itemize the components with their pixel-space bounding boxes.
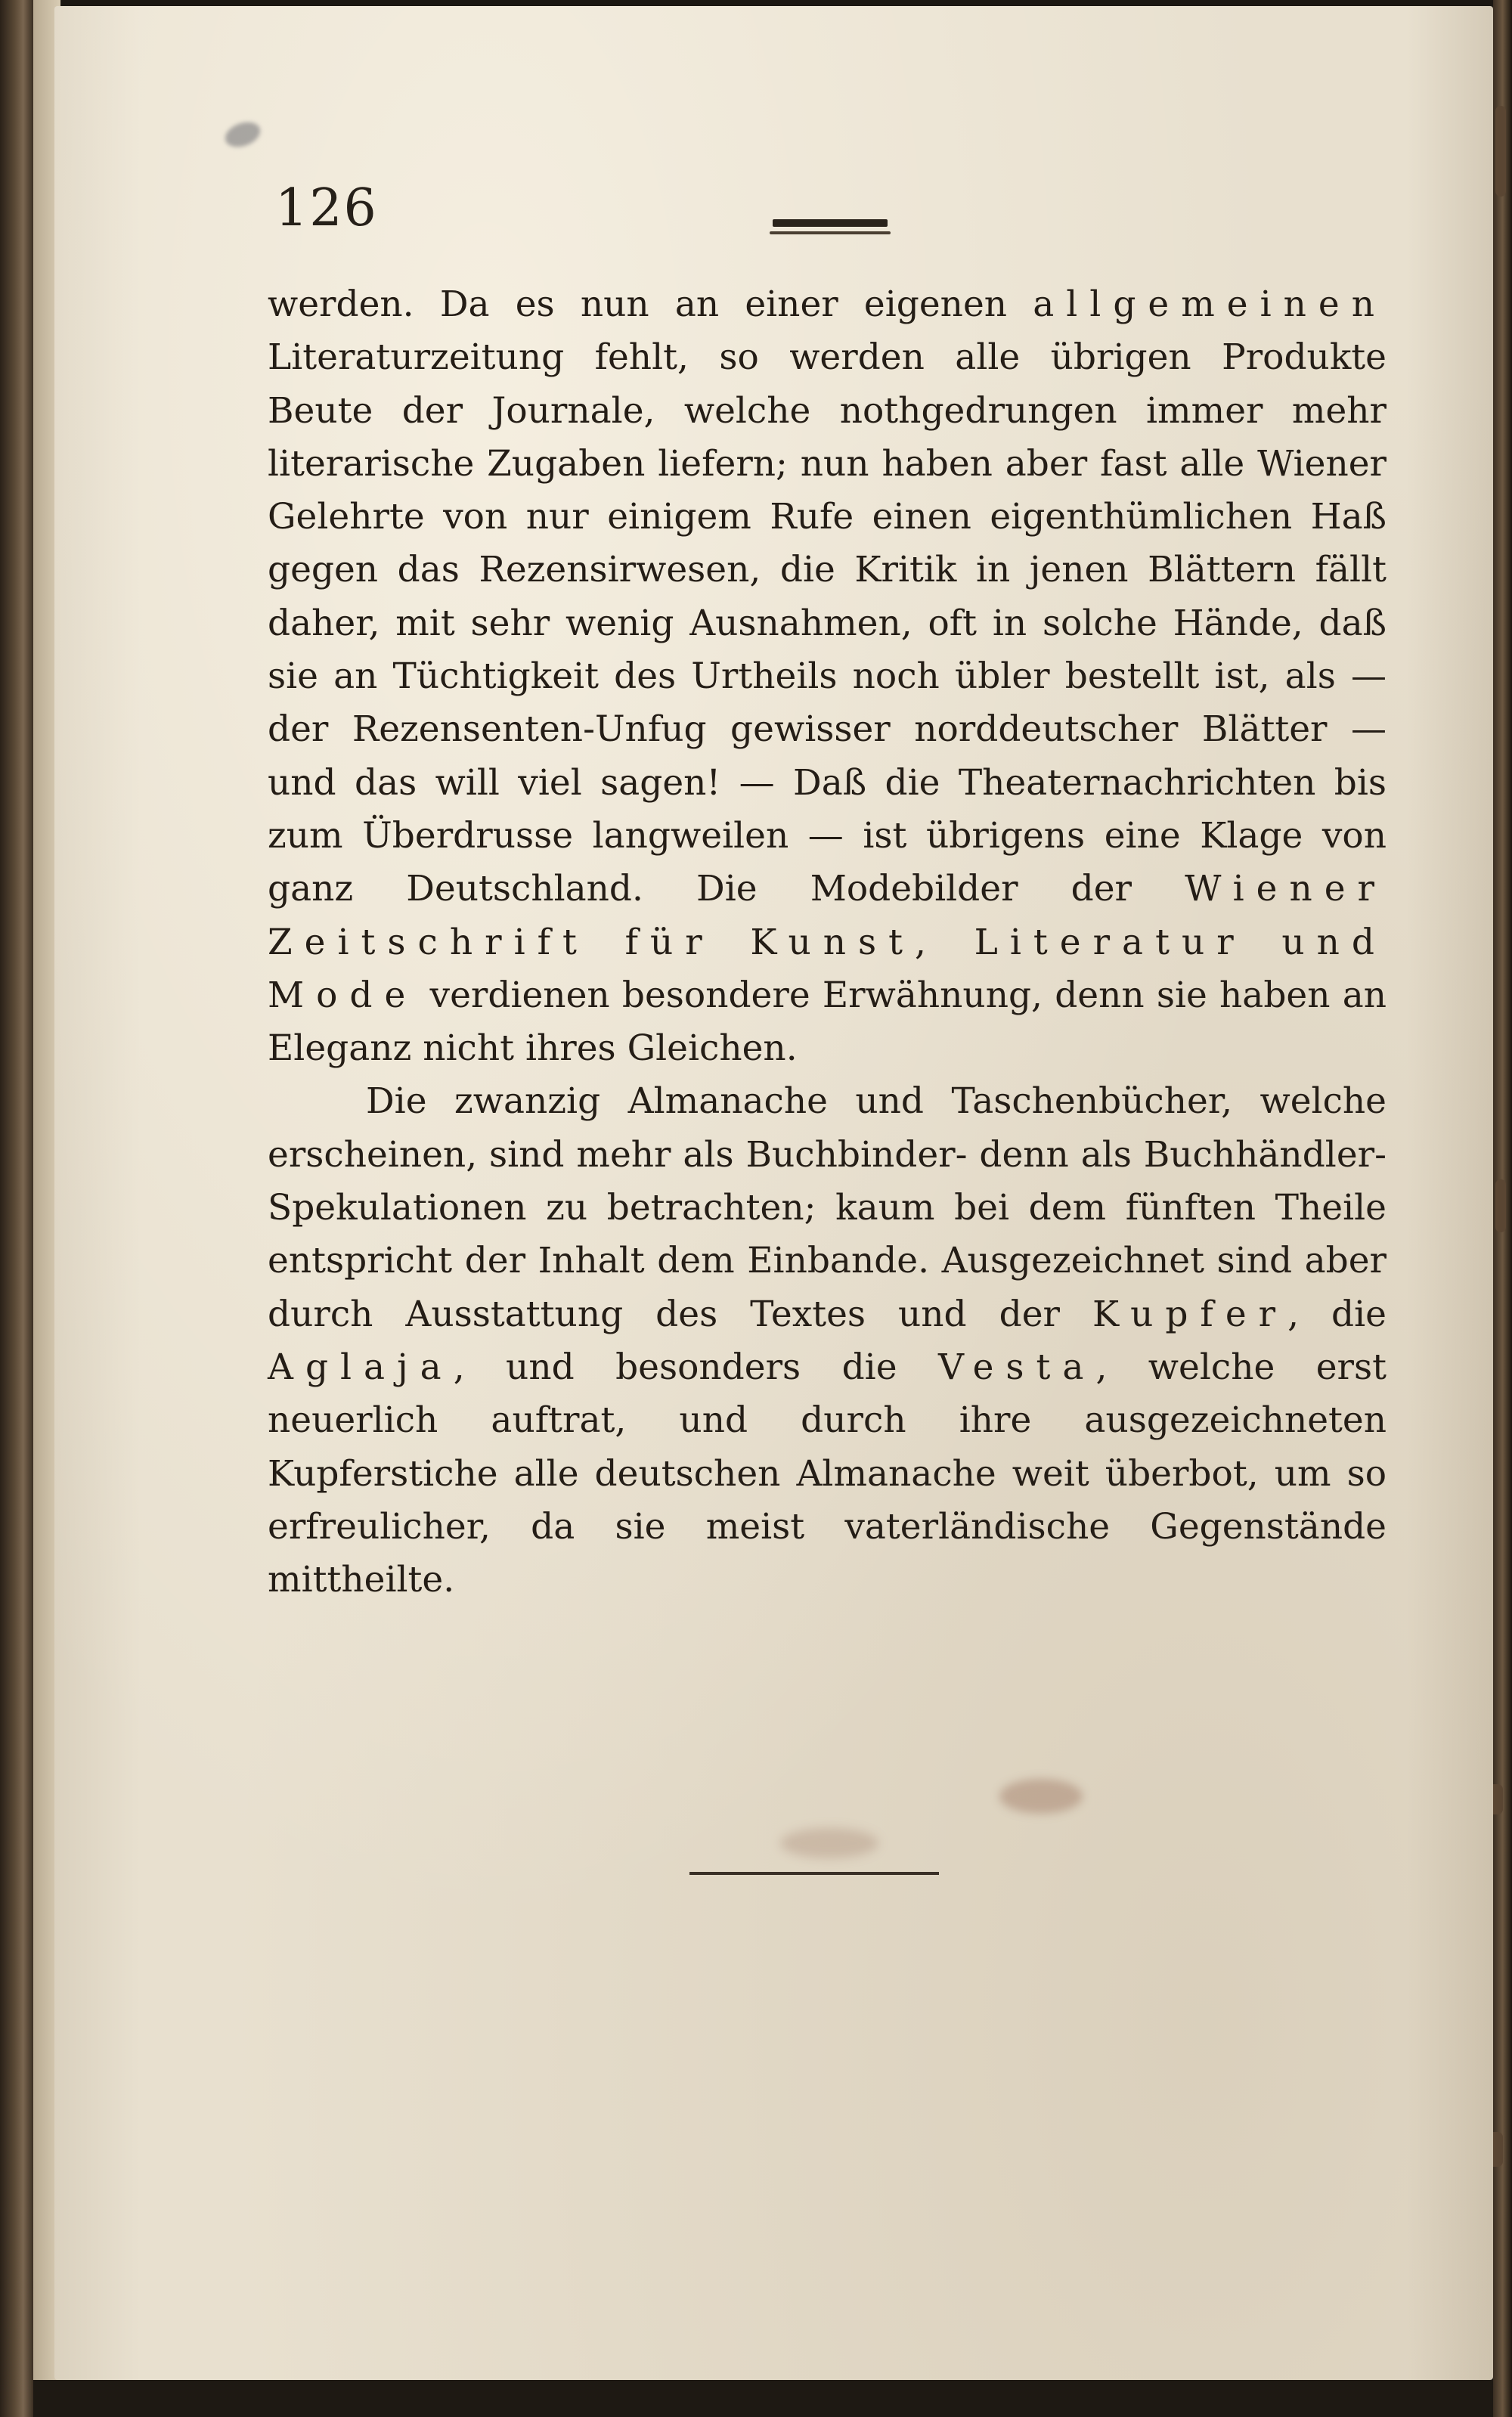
text-run: , und besonders die xyxy=(453,1346,938,1388)
spaced-text: Aglaja xyxy=(268,1346,454,1388)
text-run: werden. Da es nun an einer eigenen xyxy=(268,284,1033,325)
header-rule xyxy=(773,219,888,227)
bottom-shadow xyxy=(33,2380,1493,2417)
spaced-text: Vesta xyxy=(937,1346,1096,1388)
text-run: , die xyxy=(1287,1293,1387,1335)
book-binding-left xyxy=(0,0,33,2417)
paragraph xyxy=(268,278,1387,1075)
header-rule xyxy=(770,231,891,234)
text-run: Die zwanzig Almanache und Taschenbücher, welche erscheinen, sind mehr als Buchbinder- denn als Buchhändler-Spekulationen zu betrachten; kaum bei dem fünften Theile entspricht der Inhalt dem Einbande. Ausgezeichnet sind aber durch Ausstattung des Textes und der xyxy=(268,1080,1387,1335)
paragraph xyxy=(268,1075,1387,1607)
paper-stain xyxy=(222,118,263,152)
spaced-text: Kupfer xyxy=(1092,1293,1288,1335)
spaced-text: allgemeinen xyxy=(1033,284,1387,325)
binding-thread xyxy=(1495,106,1506,197)
book-page xyxy=(54,6,1493,2380)
text-run: , welche erst neuerlich auftrat, und durch ihre ausgezeichneten Kupferstiche alle deutschen Almanache weit überbot, um so erfreulicher, da sie meist vaterländische Gegenstände mittheilte. xyxy=(268,1346,1387,1601)
spaced-text: Wiener Zeitschrift für Kunst, Literatur und Mode xyxy=(268,868,1387,1016)
binding-thread xyxy=(1495,1179,1506,1232)
paper-stain xyxy=(780,1828,878,1858)
body-text xyxy=(268,278,1387,1607)
text-run: Literaturzeitung fehlt, so werden alle übrigen Produkte Beute der Journale, welche nothgedrungen immer mehr literarische Zugaben liefern; nun haben aber fast alle Wiener Gelehrte von nur einigem Rufe einen eigenthümlichen Haß gegen das Rezensirwesen, die Kritik in jenen Blättern fällt daher, mit sehr wenig Ausnahmen, oft in solche Hände, daß sie an Tüchtigkeit des Urtheils noch übler bestellt ist, als — der Rezensenten-Unfug gewisser norddeutscher Blätter — und das will viel sagen! — Daß die Theaternachrichten bis zum Überdrusse langweilen — ist übrigens eine Klage von ganz Deutschland. Die Modebilder der xyxy=(268,336,1387,910)
end-rule xyxy=(689,1872,939,1875)
page-number: 126 xyxy=(275,178,378,238)
text-run: verdienen besondere Erwähnung, denn sie haben an Eleganz nicht ihres Gleichen. xyxy=(268,974,1387,1070)
paper-stain xyxy=(999,1779,1083,1814)
